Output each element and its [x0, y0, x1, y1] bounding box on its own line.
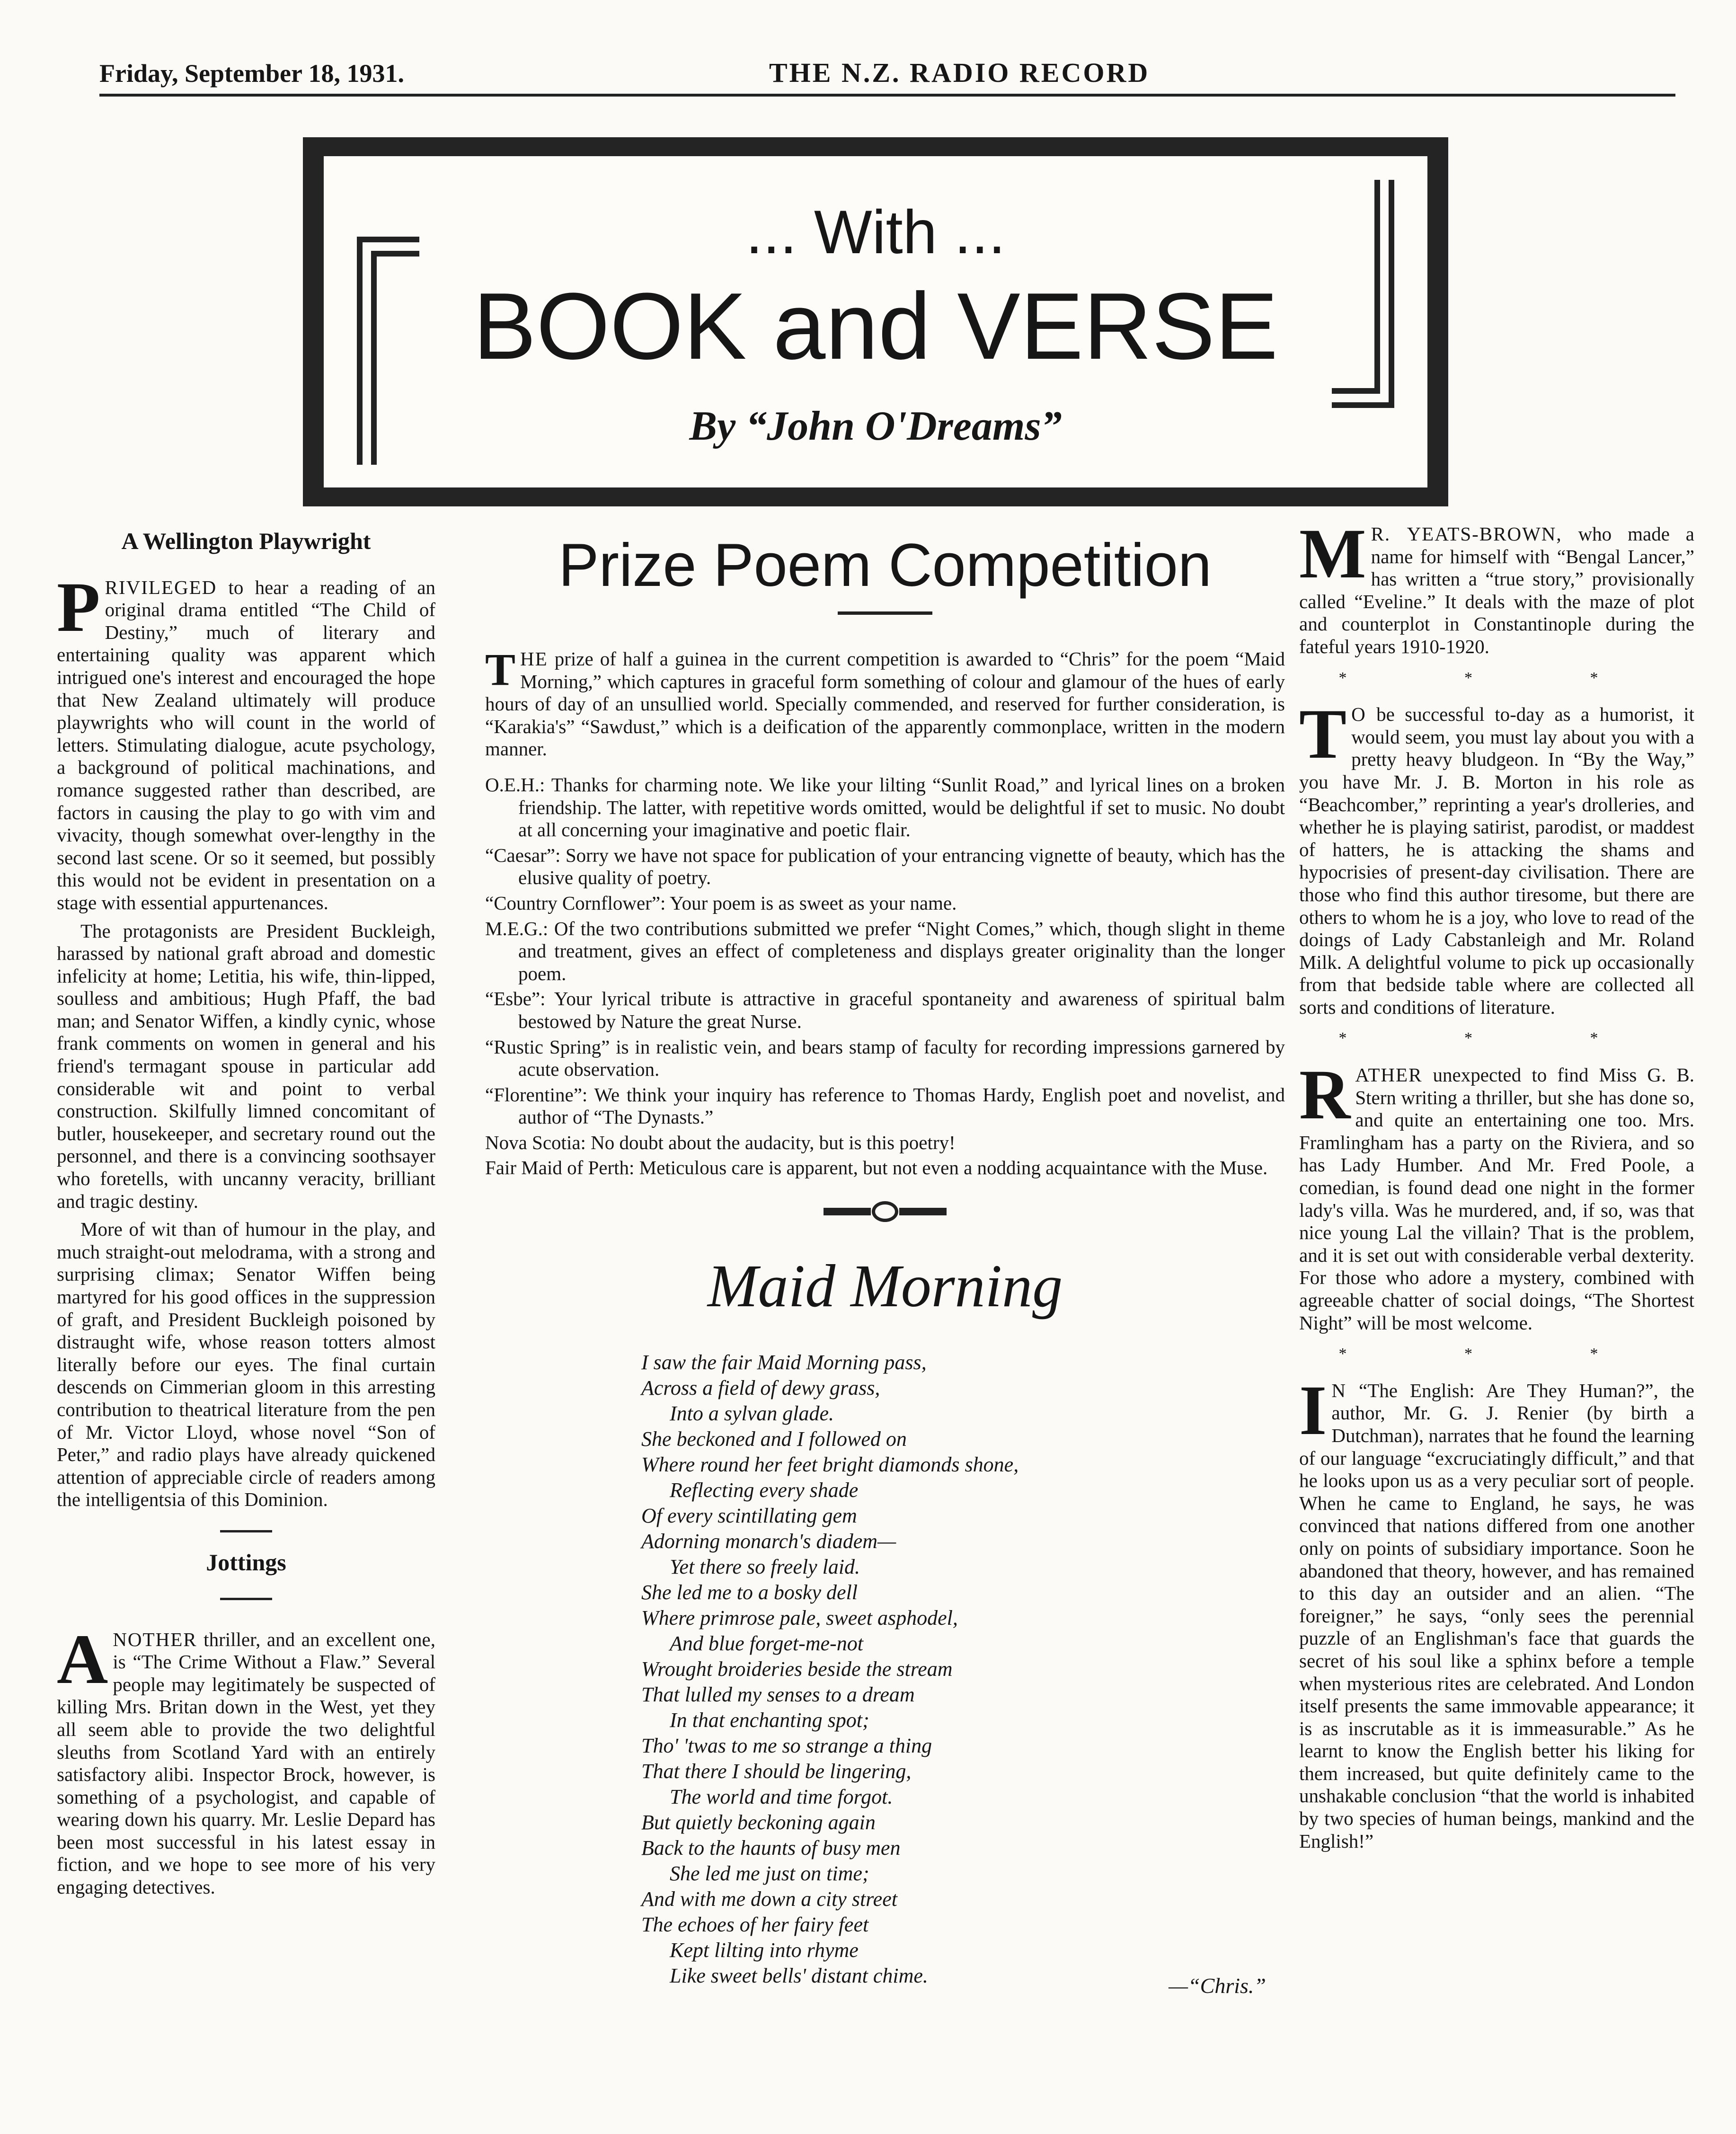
reply-item: “Country Cornflower”: Your poem is as sweet as your name.: [485, 892, 957, 914]
reply-item: Fair Maid of Perth: Meticulous care is apparent, but not even a nodding acquaintance with the Muse.: [485, 1157, 1268, 1179]
masthead-byline: By “John O'Dreams”: [689, 403, 1062, 449]
lead-word: O: [1351, 703, 1366, 726]
middle-column: [485, 530, 1285, 1997]
poem-line: The world and time forgot.: [670, 1785, 893, 1809]
masthead-kicker: ... With ...: [745, 197, 1006, 266]
section-stars: * * *: [1338, 1029, 1655, 1047]
reply-item: Nova Scotia: No doubt about the audacity, but is this poetry!: [485, 1131, 956, 1153]
article-paragraph: [57, 1620, 435, 1899]
article-paragraph: [1299, 514, 1695, 658]
masthead-inner: [324, 156, 1427, 487]
poem-line: I saw the fair Maid Morning pass,: [641, 1351, 927, 1374]
paragraph-text: who made a name for himself with “Bengal Lancer,” has written a “true story,” provisionally called “Eveline.” It deals with the maze of plot and counterplot in Constantinople during the fateful years 1910-1920.: [1299, 523, 1695, 657]
ornament-bar: [824, 1208, 871, 1215]
lead-word: N: [1331, 1379, 1346, 1401]
poem-line: Like sweet bells' distant chime.: [670, 1964, 928, 1988]
reply-item: “Rustic Spring” is in realistic vein, and bears stamp of faculty for recording impressions garnered by acute observation.: [485, 1036, 1285, 1080]
lead-word: R. YEATS-BROWN,: [1371, 523, 1562, 545]
article-paragraph: More of wit than of humour in the play, and much straight-out melodrama, with a strong and surprising climax; Senator Wiffen being martyred for his good offices in the suppression of graft, and President Buckleigh poisoned by distraught wife, whose reason totters almost literally before our eyes. The final curtain descends on Cimmerian gloom in this arresting contribution to theatrical literature from the pen of Mr. Victor Lloyd, whose novel “Son of Peter,” and radio plays have already quickened attention of appreciable circle of readers among the intelligentsia of this Dominion.: [57, 1218, 435, 1511]
drop-cap: A: [57, 1620, 108, 1699]
section-stars: * * *: [1338, 1345, 1655, 1363]
poem-line: She led me to a bosky dell: [641, 1581, 858, 1604]
article-paragraph: [1299, 1371, 1694, 1852]
poem-line: She led me just on time;: [670, 1862, 869, 1886]
poem-line: Of every scintillating gem: [641, 1504, 857, 1528]
lead-word: RIVILEGED: [105, 576, 217, 598]
issue-date: Friday, September 18, 1931.: [99, 59, 404, 88]
paragraph-text: “The English: Are They Human?”, the author, Mr. G. J. Renier (by birth a Dutchman), narrates that he found the learning of our language “excruciatingly difficult,” and that he looks upon us as a very peculiar sort of people. When he came to England, he says, he was convinced that nations differed from one another only on points of subsidiary importance. Soon he abandoned that theory, however, and has remained to this day an outsider and an alien. “The foreigner,” he says, “only sees the perennial puzzle of an Englishman's face that guards the secret of his soul like a sphinx before a temple when mysterious rites are celebrated. And London itself presents the same immovable appearance; it is as inscrutable as it is immeasurable.” As he learnt to know the English better his liking for them increased, but quite definitely came to the unshakable conclusion “that the world is inhabited by two species of human beings, mankind and the English!”: [1299, 1379, 1694, 1852]
ornament-knot: [872, 1201, 898, 1222]
article-paragraph: [1299, 1055, 1694, 1334]
poem-text: [641, 1350, 1285, 1989]
reply-item: “Esbe”: Your lyrical tribute is attractive in graceful spontaneity and awareness of spiritual balm bestowed by Nature the great Nurse.: [485, 988, 1285, 1032]
title-rule: [838, 611, 932, 615]
poem-line: Into a sylvan glade.: [670, 1402, 834, 1426]
left-column: [57, 530, 435, 1904]
poem-line: In that enchanting spot;: [670, 1709, 869, 1732]
poem-line: And blue forget-me-not: [670, 1632, 863, 1656]
paragraph-text: to hear a reading of an original drama entitled “The Child of Destiny,” much of literary and entertaining quality was apparent which intrigued one's interest and encouraged the hope that New Zealand ultimately will produce playwrights who will count in the world of letters. Stimulating dialogue, acute psychology, a background of political machinations, and romance suggested rather than described, are factors in causing the play to go with vim and vivacity, though somewhat over-lengthy in the second last scene. Or so it seemed, but possibly this would not be evident in presentation on a stage with essential appurtenances.: [57, 576, 435, 913]
paragraph-text: thriller, and an excellent one, is “The Crime Without a Flaw.” Several people may legitimately be suspected of killing Mrs. Britan down in the West, yet they all seem able to provide the two delightful sleuths from Scotland Yard with an entirely satisfactory alibi. Inspector Brock, however, is something of a psychologist, and capable of wearing down his quarry. Mr. Leslie Depard has been most successful in his latest essay in fiction, and we hope to see more of his very engaging detectives.: [57, 1628, 435, 1898]
section-heading-jottings: Jottings: [206, 1549, 286, 1576]
prize-poem-title: Prize Poem Competition: [558, 531, 1212, 599]
running-head: [99, 56, 1675, 97]
paper-name: THE N.Z. RADIO RECORD: [769, 57, 1150, 88]
drop-cap: I: [1299, 1371, 1327, 1450]
masthead-box: [303, 137, 1448, 506]
drop-cap: R: [1299, 1055, 1351, 1134]
section-divider: [220, 1530, 272, 1532]
poem-line: Where primrose pale, sweet asphodel,: [641, 1606, 958, 1630]
article-paragraph: The protagonists are President Buckleigh, harassed by national graft abroad and domestic infelicity at home; Letitia, his wife, thin-lipped, soulless and ambitious; Hugh Pfaff, the bad man; and Senator Wiffen, a kindly cynic, whose frank comments on women in general and his friend's termagant spouse in particular add considerable wit and point to verbal construction. Skilfully limned concomitant of butler, housekeeper, and secretary round out the personnel, and there is a convincing soothsayer who foretells, with uncanny veracity, brilliant and tragic destiny.: [57, 920, 435, 1212]
poem-line: And with me down a city street: [641, 1887, 897, 1911]
drop-cap: M: [1299, 514, 1366, 593]
article-paragraph: [1299, 695, 1694, 1018]
lead-word: ATHER: [1355, 1064, 1423, 1086]
reply-item: O.E.H.: Thanks for charming note. We like your lilting “Sunlit Road,” and lyrical lines on a broken friendship. The latter, with repetitive words omitted, would be delightful if set to music. No doubt at all concerning your imaginative and poetic flair.: [485, 773, 1285, 841]
poem-line: Where round her feet bright diamonds shone,: [641, 1453, 1019, 1477]
drop-cap: T: [485, 644, 516, 695]
reply-item: “Caesar”: Sorry we have not space for publication of your entrancing vignette of beauty, which has the elusive quality of poetry.: [485, 844, 1285, 889]
poem-line: That there I should be lingering,: [641, 1760, 912, 1783]
poem-line: Yet there so freely laid.: [670, 1555, 860, 1579]
paragraph-text: be successful to-day as a humorist, it would seem, you must lay about you with a pretty heavy bludgeon. In “By the Way,” you have Mr. J. B. Morton in his role as “Beachcomber,” reprinting a year's drolleries, and whether he is playing satirist, parodist, or maddest of hatters, he is attacking the shams and hypocrisies of present-day civilisation. There are those who find this author tiresome, but there are others to whom he is a joy, who love to read of the doings of Lady Cabstanleigh and Mr. Roland Milk. A delightful volume to pick up occasionally from that bedside table where are collected all sorts and conditions of literature.: [1299, 703, 1694, 1018]
poem-title: Maid Morning: [707, 1252, 1063, 1320]
poem-line: That lulled my senses to a dream: [641, 1683, 915, 1707]
lead-word: NOTHER: [113, 1628, 197, 1650]
paragraph-text: prize of half a guinea in the current competition is awarded to “Chris” for the poem “Maid Morning,” which captures in graceful form something of colour and glamour of the hues of early hours of day of an unsullied world. Specially commended, and reserved for further consideration, is “Karakia's” “Sawdust,” which is a deification of the apparently commonplace, written in the modern manner.: [485, 648, 1285, 760]
reply-item: “Florentine”: We think your inquiry has reference to Thomas Hardy, English poet and novelist, and author of “The Dynasts.”: [485, 1083, 1285, 1128]
right-column: [1299, 514, 1695, 1858]
drop-cap: P: [57, 567, 100, 646]
section-divider: [220, 1598, 272, 1600]
ornament-divider: [824, 1201, 947, 1222]
reply-item: M.E.G.: Of the two contributions submitted we prefer “Night Comes,” which, though slight in theme and treatment, gives an effect of completeness and displays greater originality than the longer poem.: [485, 917, 1285, 984]
poem-line: Kept lilting into rhyme: [670, 1939, 859, 1962]
ornament-bar: [899, 1208, 947, 1215]
competition-intro: [485, 644, 1285, 761]
poem-line: She beckoned and I followed on: [641, 1427, 907, 1451]
section-heading-playwright: A Wellington Playwright: [121, 528, 371, 554]
masthead-title: BOOK and VERSE: [473, 274, 1278, 379]
correspondent-replies: [485, 774, 1285, 1179]
section-stars: * * *: [1338, 669, 1655, 687]
drop-cap: T: [1299, 695, 1347, 774]
poem-line: But quietly beckoning again: [641, 1811, 876, 1834]
poem-line: Wrought broideries beside the stream: [641, 1657, 953, 1681]
article-paragraph: [57, 567, 435, 914]
poem-line: Tho' 'twas to me so strange a thing: [641, 1734, 932, 1758]
poem-line: Back to the haunts of busy men: [641, 1836, 901, 1860]
lead-word: HE: [520, 648, 548, 670]
poem-line: Reflecting every shade: [670, 1479, 859, 1502]
poem-signature: —“Chris.”: [1169, 1974, 1266, 1998]
poem-line: The echoes of her fairy feet: [641, 1913, 869, 1937]
paragraph-text: unexpected to find Miss G. B. Stern writing a thriller, but she has done so, and quite an entertaining one too. Mrs. Framlingham has a party on the Riviera, and so has Lady Humber. And Mr. Fred Poole, a comedian, is found dead one night in the former lady's villa. Was he murdered, and, if so, was that nice young Lal the villain? That is the problem, and it is set out with considerable verbal dexterity. For those who adore a mystery, combined with agreeable chatter of social doings, “The Shortest Night” will be most welcome.: [1299, 1064, 1694, 1334]
poem-line: Across a field of dewy grass,: [641, 1376, 880, 1400]
poem-line: Adorning monarch's diadem—: [641, 1530, 896, 1553]
